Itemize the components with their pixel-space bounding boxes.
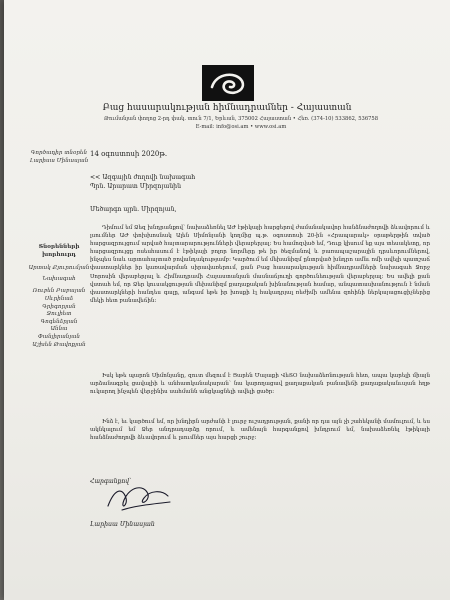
paragraph-text: Դիմում եմ Ձեզ խնդրանքով՝ նախաձեռնել ԱԺ էթիկայի հարցերով ժամանակավոր հանձնաժողովի ձևավորում և լսումներ ԱԺ փոխխոսնակ Ալեն Սիմոնյանի կողմից պ.թ. օգոստոսի 20-ին «Հրապարակ» օրաթերթին տված հարցազրույցում արված հայտարարությունների վերաբերյալ: Ես համոզված եմ, Դուք կիսում եք այս տեսակետը, որ հարցազրույցը ռսեսհասում է էթիկայի բոլոր նորմերը թե իր ծեզմանով և բառապաշարային դրսևորումներով, ինչպես նաև արտահայտած բովանդակությամբ: Կարծում եմ մեխանիզմ ընտրված խնդրո ամնւ ոմի ավելի պատշաճ փաստարկներ իր կառավարման սիրավառերում, քան Բաց հասարակության հիմնադրամների նախագահ Ջորջ Սորոսին վերաբերյալ և Հիմնադրամի Հայաստանյան մասնաճյուղի գործունեության վերաբերյալ: Ես ավելի քան վստահ եմ, որ Ձեր կուսակցության մեխանիզմ քաղաքական խինանության համար, անպատասխանություն է նման փաստարկների հանդես գալը, անգամ եթե իր խոսքի էլ հակադրյալ ռեժիմի ամենա զոհինի ներկայացուցիչներից մեկի հետ բանավեճին: bbox=[90, 225, 430, 304]
board-member: Նախագահ bbox=[42, 275, 76, 282]
board-block bbox=[26, 244, 92, 349]
recipient-line: << Ազգային ժողովի նախագահ bbox=[90, 174, 196, 181]
handwritten-signature bbox=[104, 480, 174, 518]
board-member: Ռուբեն Բաբայան bbox=[32, 288, 86, 295]
board-member: Գրիգորյան bbox=[42, 303, 76, 310]
board-member: Աննա bbox=[50, 326, 68, 333]
exec-title: Գործադիր տնօրեն bbox=[30, 150, 88, 156]
board-member: Սևրինաձ bbox=[44, 295, 74, 302]
signer-name: Լարիսա Մինասյան bbox=[90, 521, 155, 528]
closing: Հարգանքով՝ bbox=[90, 478, 132, 485]
letter-page bbox=[4, 0, 450, 600]
letter-paragraph bbox=[90, 418, 430, 442]
board-member: Փանյիրանյան bbox=[38, 333, 80, 340]
board-member: Գոգենձրյան bbox=[40, 318, 78, 325]
board-member: Ջուլիետ bbox=[46, 311, 72, 318]
board-heading: Տնօրենների խորհուրդ bbox=[38, 244, 80, 258]
open-society-spiral-logo bbox=[202, 65, 254, 101]
paragraph-text: Իսկ եթե պարոն Սիմոնյանը, զուտ մեզում է Ցարեն Մայաքի ՎեՏՕ նախաձեռնության հետ, ապա կարելի միայն արձանագրել ցավալիի և անհատկանակարան՝ նա կարողացավ քաղաքական բանավեճի քաղաքականւսյան հղթ ուկարող ինչպեն վերջինիս սահմանն անցկացնելի ավելի ցածր: bbox=[90, 373, 430, 396]
recipient-block bbox=[90, 173, 195, 191]
recipient-line: Պրն. Արարատ Միրզոյանին bbox=[90, 183, 182, 190]
greeting: Մեծարգո պրն. Միրզոյան, bbox=[90, 206, 177, 213]
paragraph-text: Ինձ է, եւ կարծում եմ, որ խնդիրն արժանի է լուրջ ուշադրության, քանի որ դա այն չի շահեկանի մամուլում, և ես ակնկալում եմ Ձեր անդրադարձը որում, և ամենայն հարգանքով խնդրում եմ, նախաձեռնել էթիկայի հանձնաժողովի ձևավորում և լսումներ այս հարցի շուրջ: bbox=[90, 419, 430, 442]
letter-date: 14 օգոստոսի 2020թ. bbox=[90, 150, 168, 158]
org-name: Բաց հասարակության հիմնադրամներ - Հայաստան bbox=[102, 103, 352, 113]
exec-name: Լարիսա Մինասյան bbox=[29, 157, 89, 164]
executive-director-block bbox=[26, 150, 92, 165]
letterhead-address bbox=[56, 115, 426, 131]
letter-paragraph bbox=[90, 224, 430, 305]
contact-line: E-mail: info@osi.am • www.osi.am bbox=[195, 124, 287, 130]
letter-paragraph bbox=[90, 372, 430, 396]
board-member: Արտակ Քյուրումյան bbox=[28, 265, 90, 272]
address-line: Թումանյան փողոց 2-րդ փակ. տուն 7/1, Երևան, 375002 Հայաստան • Հեռ. (374-10) 533862, 536758 bbox=[103, 116, 379, 122]
board-member: Աշխեն Թավոքյան bbox=[32, 341, 86, 348]
